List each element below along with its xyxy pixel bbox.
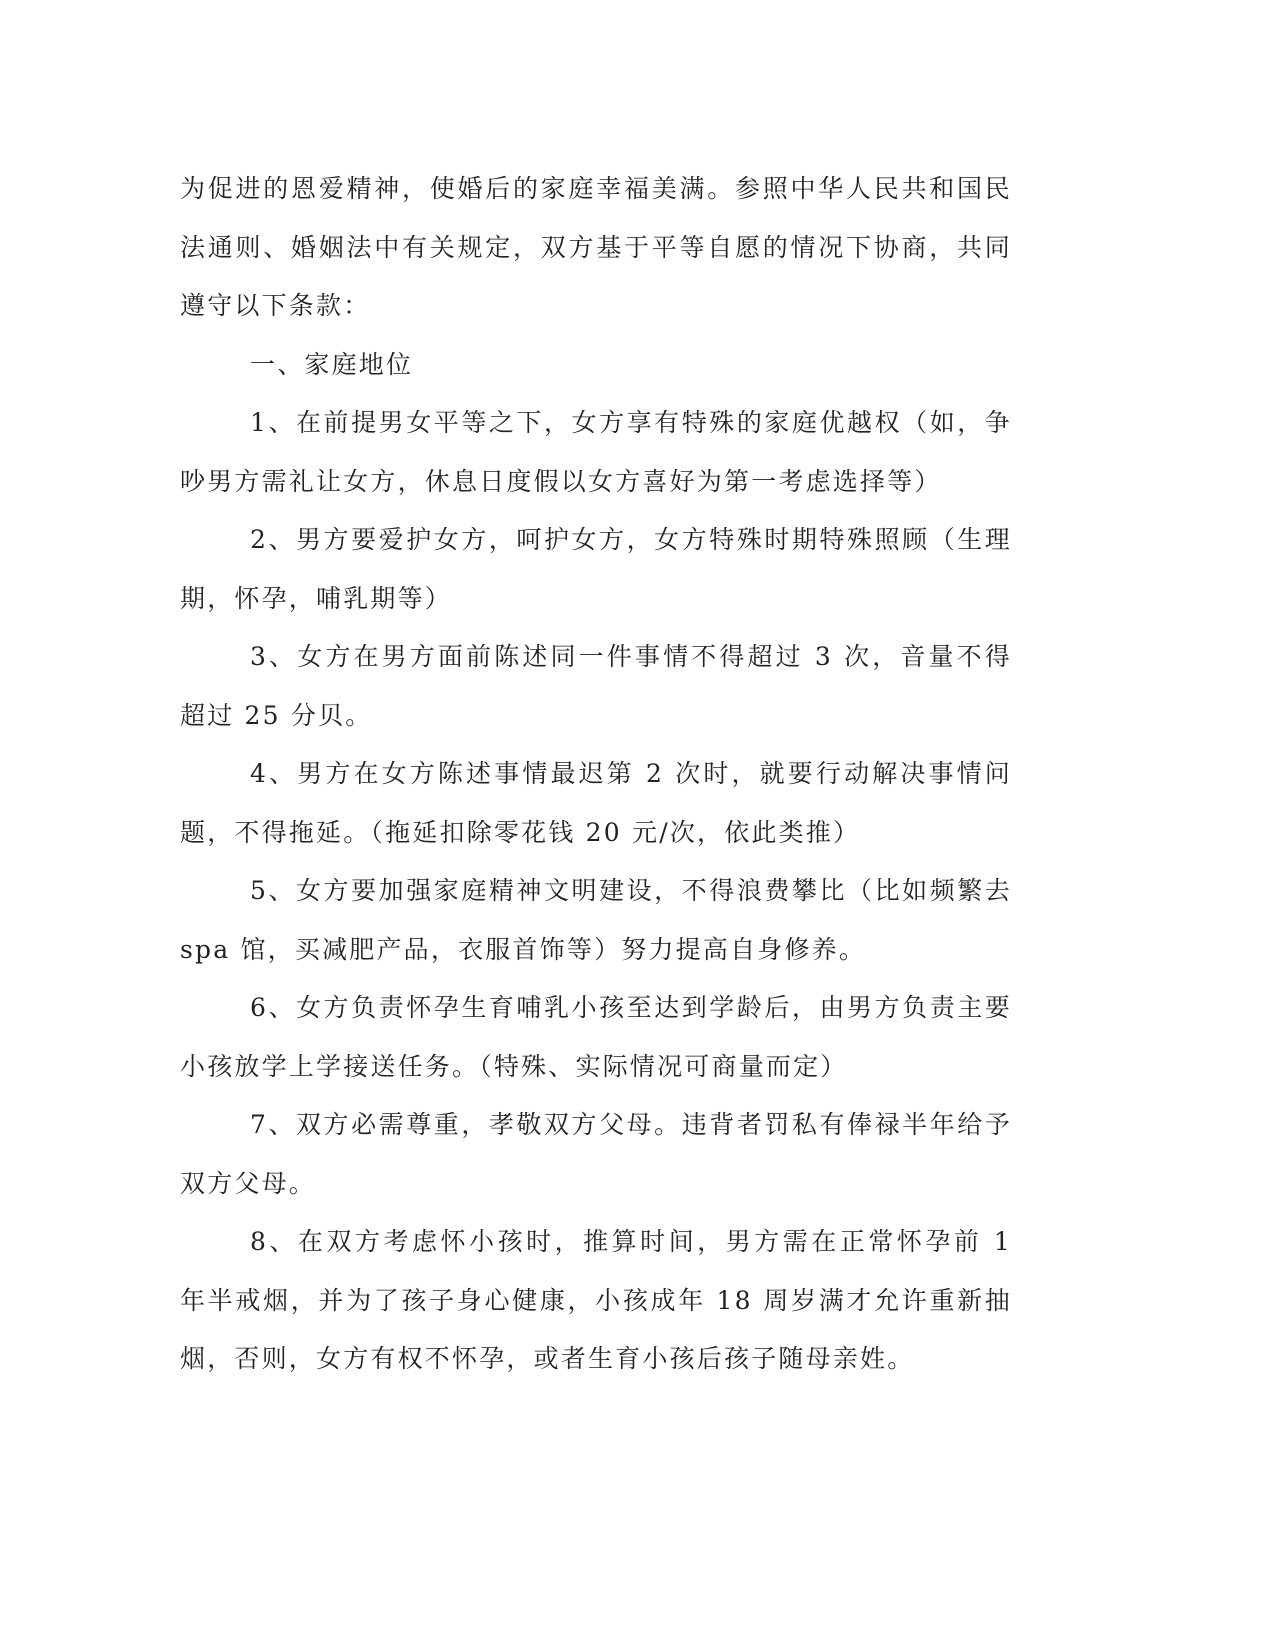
document-body	[180, 160, 1012, 1389]
clause-6-paragraph: 6、女方负责怀孕生育哺乳小孩至达到学龄后，由男方负责主要小孩放学上学接送任务。（特殊、实际情况可商量而定）	[180, 993, 1012, 1081]
clause-4-paragraph: 4、男方在女方陈述事情最迟第 2 次时，就要行动解决事情问题，不得拖延。（拖延扣除零花钱 20 元/次，依此类推）	[180, 759, 1012, 847]
clause-2-paragraph: 2、男方要爱护女方，呵护女方，女方特殊时期特殊照顾（生理期，怀孕，哺乳期等）	[180, 525, 1012, 613]
intro-paragraph: 为促进的恩爱精神，使婚后的家庭幸福美满。参照中华人民共和国民法通则、婚姻法中有关规定，双方基于平等自愿的情况下协商，共同遵守以下条款：	[180, 174, 1012, 320]
clause-1-paragraph: 1、在前提男女平等之下，女方享有特殊的家庭优越权（如，争吵男方需礼让女方，休息日度假以女方喜好为第一考虑选择等）	[180, 408, 1012, 496]
clause-7-paragraph: 7、双方必需尊重，孝敬双方父母。违背者罚私有俸禄半年给予双方父母。	[180, 1110, 1012, 1198]
clause-8-paragraph: 8、在双方考虑怀小孩时，推算时间，男方需在正常怀孕前 1 年半戒烟，并为了孩子身心健康，小孩成年 18 周岁满才允许重新抽烟，否则，女方有权不怀孕，或者生育小孩后孩子随母亲姓。	[180, 1227, 1012, 1373]
clause-3-paragraph: 3、女方在男方面前陈述同一件事情不得超过 3 次，音量不得超过 25 分贝。	[180, 642, 1012, 730]
section-heading-family-status: 一、家庭地位	[250, 349, 414, 379]
clause-5-paragraph: 5、女方要加强家庭精神文明建设，不得浪费攀比（比如频繁去 spa 馆，买减肥产品，衣服首饰等）努力提高自身修养。	[180, 876, 1012, 964]
